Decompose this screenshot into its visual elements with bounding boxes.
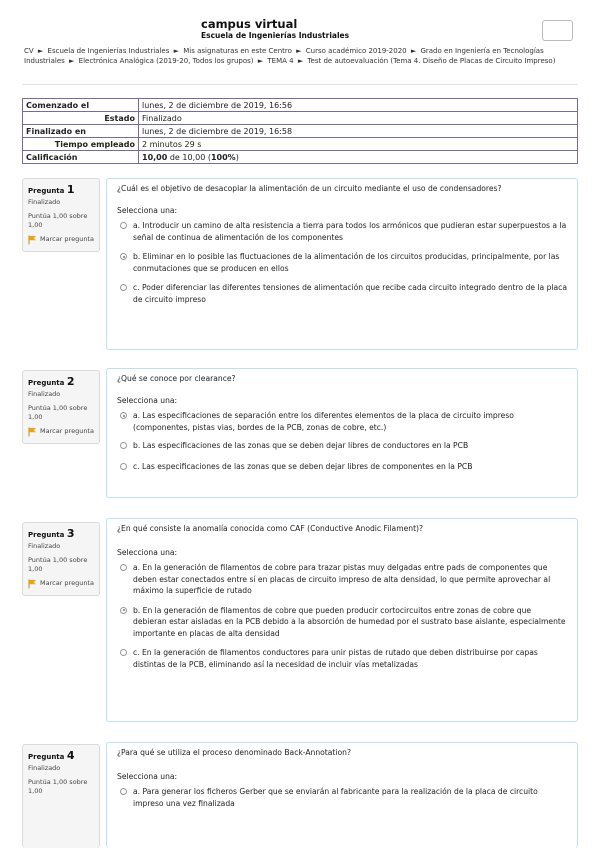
question-grade: Puntúa 1,00 sobre 1,00 <box>28 778 88 795</box>
flag-question-link[interactable] <box>28 579 94 589</box>
radio-button-selected[interactable] <box>120 607 127 614</box>
answer-text: a. Para generar los ficheros Gerber que se enviarán al fabricante para la realización de la placa de circuito impreso una vez finalizada <box>133 787 538 808</box>
answer-option[interactable] <box>117 410 567 433</box>
question-grade: Puntúa 1,00 sobre 1,00 <box>28 212 88 229</box>
radio-button-selected[interactable] <box>120 412 127 419</box>
summary-row-grade <box>23 151 578 164</box>
user-menu-button[interactable] <box>542 20 573 41</box>
answer-text: c. Las especificaciones de las zonas que se deben dejar libres de componentes en la PCB <box>133 461 473 471</box>
answer-text: b. Las especificaciones de las zonas que se deben dejar libres de conductores en la PCB <box>133 441 469 450</box>
answer-text: c. En la generación de filamentos conductores para unir pistas de rutado que deben distribuirse por capas distintas de la PCB, eliminando así la necesidad de incluir vías metalizadas <box>133 648 538 669</box>
breadcrumb-item-course[interactable]: Electrónica Analógica (2019-20, Todos los grupos) <box>78 57 254 65</box>
question-number-value: 1 <box>66 183 75 196</box>
breadcrumb <box>24 46 564 66</box>
breadcrumb-item-topic[interactable]: TEMA 4 <box>267 57 294 65</box>
answer-text: a. Introducir un camino de alta resistencia a tierra para todos los armónicos que pudieran estar superpuestos a la señal de continua de alimentación de los componentes <box>133 221 567 242</box>
radio-button[interactable] <box>120 442 127 449</box>
question-text: ¿En qué consiste la anomalía conocida como CAF (Conductive Anodic Filament)? <box>117 524 424 533</box>
site-title[interactable]: campus virtual <box>201 17 298 31</box>
attempt-summary-table <box>22 98 578 164</box>
answer-text: a. Las especificaciones de separación entre los diferentes elementos de la placa de circuito impreso (componentes, pistas vias, bordes de la PCB, zonas de cobre, etc.) <box>133 411 514 432</box>
flag-icon <box>28 579 37 589</box>
header-divider <box>22 84 578 85</box>
breadcrumb-item-cv[interactable]: CV <box>24 47 34 55</box>
grade-value <box>139 151 578 164</box>
question-number-value: 2 <box>66 375 75 388</box>
answer-option[interactable] <box>117 440 567 452</box>
question-label: Pregunta <box>28 187 65 195</box>
grade-score: 10,00 <box>142 152 168 162</box>
answer-option[interactable] <box>117 562 567 597</box>
question-content-3 <box>106 518 578 722</box>
question-number <box>28 183 94 196</box>
question-label: Pregunta <box>28 753 65 761</box>
answer-option[interactable] <box>117 251 567 274</box>
question-label: Pregunta <box>28 531 65 539</box>
answer-option[interactable] <box>117 786 567 809</box>
question-info-2 <box>22 370 100 444</box>
radio-button[interactable] <box>120 284 127 291</box>
started-label: Comenzado el <box>23 99 139 112</box>
flag-question-link[interactable] <box>28 427 94 437</box>
question-info-4 <box>22 744 100 848</box>
select-one-prompt: Selecciona una: <box>117 206 178 215</box>
question-info-1 <box>22 178 100 252</box>
flag-label: Marcar pregunta <box>40 235 94 243</box>
flag-icon <box>28 427 37 437</box>
question-state: Finalizado <box>28 764 61 772</box>
question-grade: Puntúa 1,00 sobre 1,00 <box>28 556 88 573</box>
breadcrumb-separator: ► <box>296 47 302 55</box>
question-number <box>28 375 94 388</box>
finished-value: lunes, 2 de diciembre de 2019, 16:58 <box>139 125 578 138</box>
grade-percent: 100% <box>210 152 236 162</box>
question-state: Finalizado <box>28 198 61 206</box>
breadcrumb-separator: ► <box>297 57 304 65</box>
question-text: ¿Cuál es el objetivo de desacoplar la alimentación de un circuito mediante el uso de condensadores? <box>117 184 502 193</box>
flag-icon <box>28 235 37 245</box>
question-grade: Puntúa 1,00 sobre 1,00 <box>28 404 88 421</box>
answer-option[interactable] <box>117 605 567 640</box>
started-value: lunes, 2 de diciembre de 2019, 16:56 <box>139 99 578 112</box>
radio-button[interactable] <box>120 463 127 470</box>
site-subtitle: Escuela de Ingenierías Industriales <box>201 31 350 40</box>
question-text: ¿Para qué se utiliza el proceso denominado Back-Annotation? <box>117 748 352 757</box>
time-label: Tiempo empleado <box>23 138 139 151</box>
radio-button[interactable] <box>120 564 127 571</box>
summary-row-started <box>23 99 578 112</box>
question-text: ¿Qué se conoce por clearance? <box>117 374 236 383</box>
question-content-2 <box>106 368 578 498</box>
flag-label: Marcar pregunta <box>40 427 94 435</box>
question-content-4 <box>106 742 578 848</box>
question-state: Finalizado <box>28 542 61 550</box>
breadcrumb-separator: ► <box>69 57 75 65</box>
question-number-value: 4 <box>66 749 75 762</box>
breadcrumb-item-academic-year[interactable]: Curso académico 2019-2020 <box>305 47 407 55</box>
state-label: Estado <box>23 112 139 125</box>
finished-label: Finalizado en <box>23 125 139 138</box>
question-number <box>28 749 94 762</box>
breadcrumb-item-quiz[interactable]: Test de autoevaluación (Tema 4. Diseño de Placas de Circuito Impreso) <box>307 57 556 65</box>
answer-text: c. Poder diferenciar las diferentes tensiones de alimentación que recibe cada circuito integrado dentro de la placa de circuito impreso <box>133 283 567 304</box>
breadcrumb-separator: ► <box>410 47 417 55</box>
answer-option[interactable] <box>117 647 567 670</box>
grade-label: Calificación <box>23 151 139 164</box>
breadcrumb-separator: ► <box>257 57 264 65</box>
flag-question-link[interactable] <box>28 235 94 245</box>
answer-option[interactable] <box>117 461 567 473</box>
answer-option[interactable] <box>117 220 567 243</box>
select-one-prompt: Selecciona una: <box>117 548 178 557</box>
breadcrumb-separator: ► <box>37 47 44 55</box>
breadcrumb-separator: ► <box>173 47 179 55</box>
question-number-value: 3 <box>66 527 75 540</box>
breadcrumb-item-degree[interactable]: Grado en Ingeniería en Tecnologías Industriales <box>24 47 544 65</box>
question-info-3 <box>22 522 100 596</box>
answer-text: a. En la generación de filamentos de cobre para trazar pistas muy delgadas entre pads de componentes que deben estar conectados entre sí en placas de circuito impreso de alta densidad, lo que permite aprovechar al máximo la superficie de rutado <box>133 563 551 595</box>
time-value: 2 minutos 29 s <box>139 138 578 151</box>
breadcrumb-item-my-courses[interactable]: Mis asignaturas en este Centro <box>183 47 292 55</box>
radio-button-selected[interactable] <box>120 253 127 260</box>
grade-middle: de 10,00 ( <box>167 152 211 162</box>
question-label: Pregunta <box>28 379 65 387</box>
grade-end: ) <box>235 152 239 162</box>
answer-text: b. Eliminar en lo posible las fluctuaciones de la alimentación de los circuitos producidas, principalmente, por las conmutaciones que se producen en ellos <box>133 252 560 273</box>
radio-button[interactable] <box>120 649 127 656</box>
radio-button[interactable] <box>120 222 127 229</box>
answer-text: b. En la generación de filamentos de cobre que pueden producir cortocircuitos entre zonas de cobre que debieran estar aisladas en la PCB debido a la absorción de humedad por el sustrato base aislante, especialmente importante en placas de alta densidad <box>133 605 566 638</box>
question-number <box>28 527 94 540</box>
select-one-prompt: Selecciona una: <box>117 772 178 781</box>
summary-row-time <box>23 138 578 151</box>
summary-row-finished <box>23 125 578 138</box>
question-state: Finalizado <box>28 390 61 398</box>
flag-label: Marcar pregunta <box>40 579 94 587</box>
summary-row-state <box>23 112 578 125</box>
question-content-1 <box>106 178 578 350</box>
select-one-prompt: Selecciona una: <box>117 396 178 405</box>
radio-button[interactable] <box>120 788 127 795</box>
state-value: Finalizado <box>139 112 578 125</box>
breadcrumb-item-school[interactable]: Escuela de Ingenierías Industriales <box>47 47 170 55</box>
answer-option[interactable] <box>117 282 567 305</box>
